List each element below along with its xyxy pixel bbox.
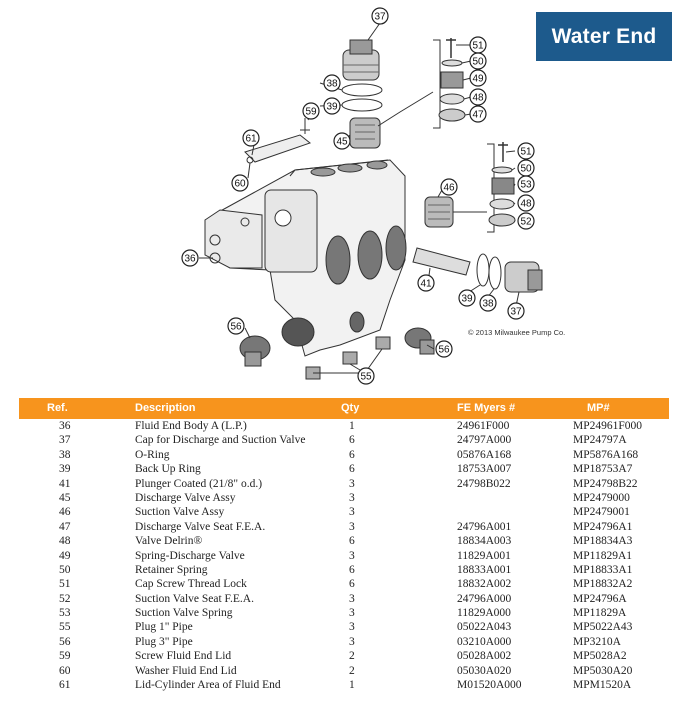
cell-fe-myers: 24797A000 (457, 434, 512, 447)
callout-60 (232, 175, 248, 191)
callout-56 (228, 318, 244, 334)
table-body (19, 419, 669, 692)
callout-39 (324, 98, 340, 114)
header-description: Description (135, 402, 196, 414)
svg-text:61: 61 (245, 133, 257, 145)
svg-text:52: 52 (520, 216, 532, 228)
cell-mp: MP2479001 (573, 506, 630, 519)
cell-qty: 3 (349, 549, 355, 562)
plunger (413, 248, 470, 275)
callout-52 (518, 213, 534, 229)
svg-text:38: 38 (482, 298, 494, 310)
cell-description: Plunger Coated (21/8" o.d.) (135, 477, 263, 490)
svg-text:50: 50 (472, 56, 484, 68)
cell-mp: MP11829A (573, 607, 627, 620)
copyright-notice: © 2013 Milwaukee Pump Co. (468, 328, 566, 337)
svg-text:48: 48 (520, 198, 532, 210)
cell-ref: 36 (59, 420, 71, 432)
callout-50 (518, 160, 534, 176)
cell-mp: MP18753A7 (573, 463, 633, 476)
cell-description: Discharge Valve Assy (135, 491, 236, 504)
cell-mp: MP5030A20 (573, 664, 633, 677)
cell-mp: MP18834A3 (573, 535, 633, 548)
cell-description: Washer Fluid End Lid (135, 664, 237, 677)
cell-ref: 50 (59, 563, 71, 576)
svg-text:37: 37 (510, 306, 522, 318)
cell-ref: 41 (59, 477, 71, 490)
svg-text:51: 51 (520, 146, 532, 158)
cell-ref: 59 (59, 650, 71, 663)
cell-qty: 3 (349, 607, 355, 620)
cell-mp: MP18832A2 (573, 578, 633, 591)
callout-36 (182, 250, 198, 266)
callout-39 (459, 290, 475, 306)
cell-description: Spring-Discharge Valve (135, 549, 245, 562)
cell-fe-myers: 24796A001 (457, 520, 512, 533)
cell-description: Screw Fluid End Lid (135, 650, 232, 663)
cell-fe-myers: 05876A168 (457, 448, 512, 461)
callout-51 (470, 37, 486, 53)
page-title: Water End (551, 24, 657, 48)
cell-qty: 6 (349, 434, 355, 447)
callout-51 (518, 143, 534, 159)
cell-description: Discharge Valve Seat F.E.A. (135, 520, 266, 533)
callout-48 (518, 195, 534, 211)
table-row (19, 477, 669, 491)
cell-fe-myers: 18753A007 (457, 463, 512, 476)
callout-59 (303, 103, 319, 119)
callout-48 (470, 89, 486, 105)
table-row (19, 563, 669, 577)
svg-text:59: 59 (305, 106, 317, 118)
cell-fe-myers: 24961F000 (457, 420, 510, 432)
cell-description: Suction Valve Seat F.E.A. (135, 592, 254, 605)
svg-text:39: 39 (461, 293, 473, 305)
callout-61 (243, 130, 259, 146)
cell-mp: MP5028A2 (573, 650, 627, 663)
cell-description: Cap for Discharge and Suction Valve (135, 434, 306, 447)
svg-text:39: 39 (326, 101, 338, 113)
cell-qty: 3 (349, 491, 355, 504)
cell-fe-myers: 03210A000 (457, 635, 512, 648)
svg-text:41: 41 (420, 278, 432, 290)
cell-mp: MP5876A168 (573, 448, 639, 461)
cell-mp: MP24796A1 (573, 520, 633, 533)
table-row (19, 577, 669, 591)
cell-ref: 39 (59, 463, 71, 476)
callout-53 (518, 176, 534, 192)
cell-ref: 38 (59, 448, 71, 461)
cell-fe-myers: 05030A020 (457, 664, 512, 677)
cell-fe-myers: 18832A002 (457, 578, 512, 591)
table-row (19, 433, 669, 447)
cell-description: Back Up Ring (135, 463, 201, 476)
cell-mp: MP2479000 (573, 491, 630, 504)
cell-qty: 3 (349, 635, 355, 648)
callout-41 (418, 275, 434, 291)
cell-mp: MP18833A1 (573, 563, 633, 576)
table-row (19, 592, 669, 606)
cell-qty: 3 (349, 520, 355, 533)
cell-ref: 56 (59, 635, 71, 648)
cell-mp: MP24798B22 (573, 477, 638, 490)
cell-qty: 6 (349, 463, 355, 476)
cell-qty: 6 (349, 578, 355, 591)
cell-description: Suction Valve Spring (135, 607, 233, 620)
svg-text:56: 56 (230, 321, 242, 333)
cell-mp: MP24796A (573, 592, 627, 605)
svg-text:56: 56 (438, 344, 450, 356)
cell-description: Cap Screw Thread Lock (135, 578, 247, 591)
table-row (19, 606, 669, 620)
table-row (19, 419, 669, 433)
table-row (19, 549, 669, 563)
cell-qty: 6 (349, 448, 355, 461)
svg-text:37: 37 (374, 11, 386, 23)
callout-56 (436, 341, 452, 357)
cell-mp: MP5022A43 (573, 621, 633, 634)
svg-text:51: 51 (472, 40, 484, 52)
table-row (19, 664, 669, 678)
header-mp: MP# (587, 402, 610, 414)
cell-ref: 53 (59, 607, 71, 620)
cell-fe-myers: 18834A003 (457, 535, 512, 548)
callout-38 (324, 75, 340, 91)
cell-description: Suction Valve Assy (135, 506, 225, 519)
table-row (19, 635, 669, 649)
cell-ref: 45 (59, 491, 71, 504)
header-fe-myers: FE Myers # (457, 402, 516, 414)
svg-text:55: 55 (360, 371, 372, 383)
cell-ref: 47 (59, 520, 71, 533)
table-row (19, 462, 669, 476)
table-row (19, 620, 669, 634)
cell-description: O-Ring (135, 448, 170, 461)
callout-50 (470, 53, 486, 69)
cell-qty: 1 (349, 420, 355, 432)
cell-qty: 2 (349, 650, 355, 663)
svg-text:45: 45 (336, 136, 348, 148)
table-row (19, 678, 669, 692)
table-row (19, 448, 669, 462)
cell-fe-myers: 05028A002 (457, 650, 512, 663)
cell-fe-myers: 24796A000 (457, 592, 512, 605)
callout-55 (358, 368, 374, 384)
cell-ref: 49 (59, 549, 71, 562)
cell-fe-myers: 18833A001 (457, 563, 512, 576)
cell-fe-myers: 24798B022 (457, 477, 511, 490)
cell-description: Fluid End Body A (L.P.) (135, 420, 247, 432)
callout-49 (470, 70, 486, 86)
cell-ref: 46 (59, 506, 71, 519)
cell-mp: MP24961F000 (573, 420, 643, 432)
table-row (19, 505, 669, 519)
header-ref: Ref. (47, 402, 68, 414)
cell-fe-myers: M01520A000 (457, 679, 522, 692)
table-row (19, 649, 669, 663)
cell-qty: 3 (349, 592, 355, 605)
svg-text:46: 46 (443, 182, 455, 194)
table-row (19, 520, 669, 534)
cell-ref: 51 (59, 578, 71, 591)
cell-description: Retainer Spring (135, 563, 208, 576)
callout-37 (372, 8, 388, 24)
cell-ref: 37 (59, 434, 71, 447)
cell-qty: 3 (349, 506, 355, 519)
cell-qty: 1 (349, 679, 355, 692)
svg-text:50: 50 (520, 163, 532, 175)
svg-text:49: 49 (472, 73, 484, 85)
cell-ref: 61 (59, 679, 71, 692)
callout-45 (334, 133, 350, 149)
cell-description: Lid-Cylinder Area of Fluid End (135, 679, 281, 692)
header-qty: Qty (341, 402, 360, 414)
cell-ref: 55 (59, 621, 71, 634)
svg-text:47: 47 (472, 109, 484, 121)
cell-qty: 6 (349, 535, 355, 548)
cell-mp: MPM1520A (573, 679, 632, 692)
table-row (19, 534, 669, 548)
table-row (19, 491, 669, 505)
table-header (19, 398, 669, 419)
cell-qty: 3 (349, 621, 355, 634)
cell-description: Valve Delrin® (135, 535, 203, 548)
cell-ref: 48 (59, 535, 71, 548)
svg-text:48: 48 (472, 92, 484, 104)
svg-text:38: 38 (326, 78, 338, 90)
cell-qty: 2 (349, 664, 355, 677)
parts-table (19, 398, 669, 692)
cell-ref: 52 (59, 592, 71, 605)
svg-text:60: 60 (234, 178, 246, 190)
cell-description: Plug 3" Pipe (135, 635, 193, 648)
callout-47 (470, 106, 486, 122)
cell-mp: MP3210A (573, 635, 621, 648)
cell-fe-myers: 11829A001 (457, 549, 511, 562)
callout-37 (508, 303, 524, 319)
cell-qty: 6 (349, 563, 355, 576)
callout-46 (441, 179, 457, 195)
cell-fe-myers: 05022A043 (457, 621, 512, 634)
cell-mp: MP11829A1 (573, 549, 632, 562)
cell-description: Plug 1" Pipe (135, 621, 193, 634)
cell-mp: MP24797A (573, 434, 627, 447)
callout-38 (480, 295, 496, 311)
svg-text:36: 36 (184, 253, 196, 265)
cell-qty: 3 (349, 477, 355, 490)
svg-text:53: 53 (520, 179, 532, 191)
cell-fe-myers: 11829A000 (457, 607, 511, 620)
cell-ref: 60 (59, 664, 71, 677)
